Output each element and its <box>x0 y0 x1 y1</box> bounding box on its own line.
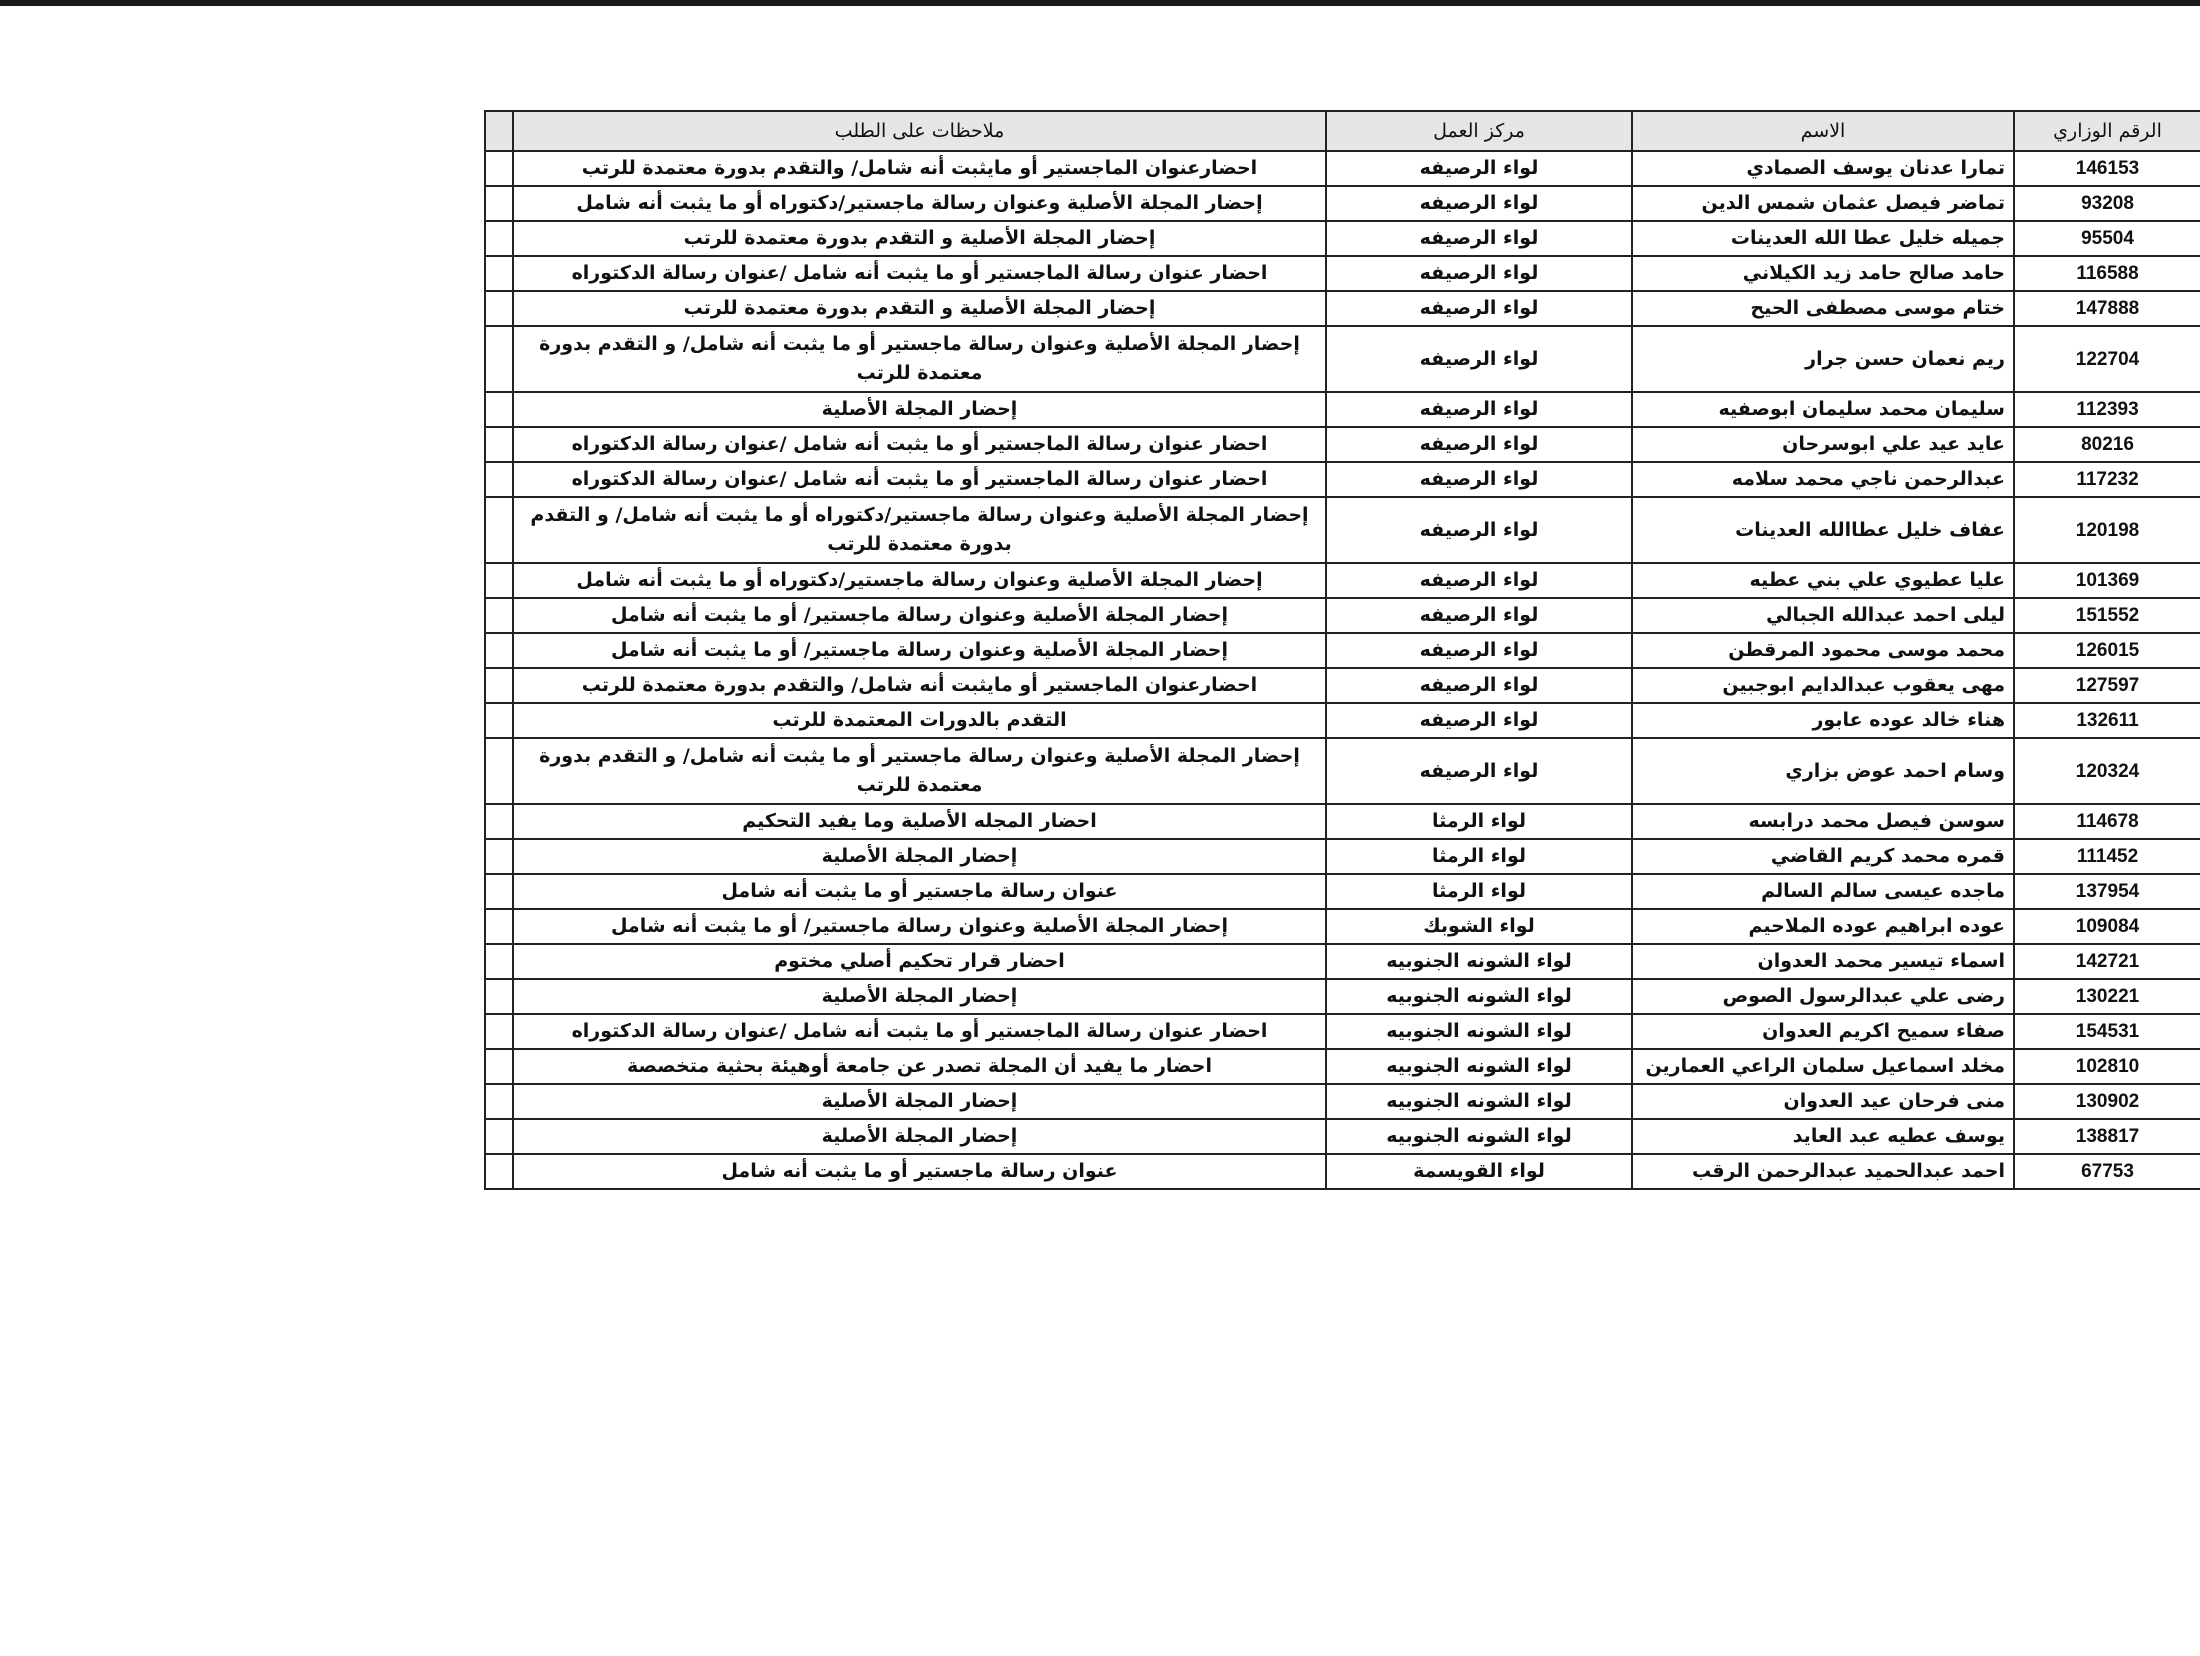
name-cell: عليا عطيوي علي بني عطيه <box>1632 563 2014 598</box>
edge-cell <box>485 1154 513 1189</box>
table-row <box>485 804 2200 839</box>
edge-cell <box>485 1014 513 1049</box>
edge-cell <box>485 874 513 909</box>
notes-cell: احضارعنوان الماجستير أو مايثبت أنه شامل/ والتقدم بدورة معتمدة للرتب <box>513 668 1326 703</box>
work-center-cell: لواء الرصيفه <box>1326 427 1632 462</box>
name-cell: مخلد اسماعيل سلمان الراعي العمارين <box>1632 1049 2014 1084</box>
notes-cell: إحضار المجلة الأصلية <box>513 392 1326 427</box>
edge-cell <box>485 462 513 497</box>
ministerial-number-cell: 137954 <box>2014 874 2200 909</box>
table-row <box>485 738 2200 804</box>
table-row <box>485 291 2200 326</box>
table-row <box>485 979 2200 1014</box>
header-request-notes: ملاحظات على الطلب <box>513 111 1326 151</box>
ministerial-number-cell: 116588 <box>2014 256 2200 291</box>
work-center-cell: لواء الرصيفه <box>1326 392 1632 427</box>
notes-cell: إحضار المجلة الأصلية وعنوان رسالة ماجستير/ أو ما يثبت أنه شامل <box>513 633 1326 668</box>
name-cell: اسماء تيسير محمد العدوان <box>1632 944 2014 979</box>
table-row <box>485 1084 2200 1119</box>
edge-cell <box>485 979 513 1014</box>
edge-cell <box>485 804 513 839</box>
notes-cell: إحضار المجلة الأصلية وعنوان رسالة ماجستير/دكتوراه أو ما يثبت أنه شامل <box>513 186 1326 221</box>
ministerial-number-cell: 80216 <box>2014 427 2200 462</box>
ministerial-number-cell: 101369 <box>2014 563 2200 598</box>
edge-cell <box>485 909 513 944</box>
edge-cell <box>485 186 513 221</box>
notes-cell: إحضار المجلة الأصلية وعنوان رسالة ماجستير أو ما يثبت أنه شامل/ و التقدم بدورة معتمدة للرتب <box>513 738 1326 804</box>
ministerial-number-cell: 147888 <box>2014 291 2200 326</box>
ministerial-number-cell: 130902 <box>2014 1084 2200 1119</box>
name-cell: منى فرحان عيد العدوان <box>1632 1084 2014 1119</box>
work-center-cell: لواء الرصيفه <box>1326 633 1632 668</box>
ministerial-number-cell: 112393 <box>2014 392 2200 427</box>
ministerial-number-cell: 132611 <box>2014 703 2200 738</box>
work-center-cell: لواء الرصيفه <box>1326 186 1632 221</box>
name-cell: رضى علي عبدالرسول الصوص <box>1632 979 2014 1014</box>
name-cell: قمره محمد كريم القاضي <box>1632 839 2014 874</box>
table-row <box>485 151 2200 186</box>
table-row <box>485 874 2200 909</box>
notes-cell: احضار قرار تحكيم أصلي مختوم <box>513 944 1326 979</box>
table-row <box>485 1154 2200 1189</box>
notes-cell: عنوان رسالة ماجستير أو ما يثبت أنه شامل <box>513 874 1326 909</box>
ministerial-number-cell: 126015 <box>2014 633 2200 668</box>
notes-cell: احضار المجله الأصلية وما يفيد التحكيم <box>513 804 1326 839</box>
work-center-cell: لواء الشونه الجنوبيه <box>1326 1084 1632 1119</box>
work-center-cell: لواء القويسمة <box>1326 1154 1632 1189</box>
notes-cell: احضار عنوان رسالة الماجستير أو ما يثبت أنه شامل /عنوان رسالة الدكتوراه <box>513 1014 1326 1049</box>
name-cell: احمد عبدالحميد عبدالرحمن الرقب <box>1632 1154 2014 1189</box>
edge-cell <box>485 738 513 804</box>
table-row <box>485 221 2200 256</box>
ministerial-number-cell: 154531 <box>2014 1014 2200 1049</box>
name-cell: سليمان محمد سليمان ابوصفيه <box>1632 392 2014 427</box>
ministerial-number-cell: 138817 <box>2014 1119 2200 1154</box>
name-cell: ليلى احمد عبدالله الجبالي <box>1632 598 2014 633</box>
table-row <box>485 633 2200 668</box>
work-center-cell: لواء الرمثا <box>1326 839 1632 874</box>
work-center-cell: لواء الرصيفه <box>1326 598 1632 633</box>
scan-top-edge <box>0 0 2200 6</box>
work-center-cell: لواء الشونه الجنوبيه <box>1326 1119 1632 1154</box>
work-center-cell: لواء الرصيفه <box>1326 151 1632 186</box>
ministerial-number-cell: 127597 <box>2014 668 2200 703</box>
name-cell: عايد عيد علي ابوسرحان <box>1632 427 2014 462</box>
edge-cell <box>485 1049 513 1084</box>
header-ministerial-number: الرقم الوزاري <box>2014 111 2200 151</box>
edge-cell <box>485 1084 513 1119</box>
name-cell: يوسف عطيه عبد العايد <box>1632 1119 2014 1154</box>
table-row <box>485 497 2200 563</box>
ministerial-number-cell: 142721 <box>2014 944 2200 979</box>
edge-cell <box>485 151 513 186</box>
name-cell: حامد صالح حامد زيد الكيلاني <box>1632 256 2014 291</box>
edge-cell <box>485 392 513 427</box>
work-center-cell: لواء الشونه الجنوبيه <box>1326 1049 1632 1084</box>
edge-cell <box>485 256 513 291</box>
table-row <box>485 326 2200 392</box>
ministerial-number-cell: 130221 <box>2014 979 2200 1014</box>
work-center-cell: لواء الرصيفه <box>1326 256 1632 291</box>
name-cell: ماجده عيسى سالم السالم <box>1632 874 2014 909</box>
ministerial-number-cell: 93208 <box>2014 186 2200 221</box>
ministerial-number-cell: 111452 <box>2014 839 2200 874</box>
name-cell: مهى يعقوب عبدالدايم ابوجبين <box>1632 668 2014 703</box>
table-row <box>485 256 2200 291</box>
work-center-cell: لواء الرصيفه <box>1326 326 1632 392</box>
name-cell: صفاء سميح اكريم العدوان <box>1632 1014 2014 1049</box>
ministerial-number-cell: 114678 <box>2014 804 2200 839</box>
table-row <box>485 462 2200 497</box>
table-row <box>485 668 2200 703</box>
ministerial-number-cell: 109084 <box>2014 909 2200 944</box>
table-row <box>485 186 2200 221</box>
notes-cell: إحضار المجلة الأصلية <box>513 1119 1326 1154</box>
ministerial-number-cell: 95504 <box>2014 221 2200 256</box>
work-center-cell: لواء الرمثا <box>1326 804 1632 839</box>
notes-cell: احضار عنوان رسالة الماجستير أو ما يثبت أنه شامل /عنوان رسالة الدكتوراه <box>513 427 1326 462</box>
edge-cell <box>485 497 513 563</box>
table-row <box>485 944 2200 979</box>
header-name: الاسم <box>1632 111 2014 151</box>
edge-cell <box>485 944 513 979</box>
ministerial-number-cell: 122704 <box>2014 326 2200 392</box>
notes-cell: إحضار المجلة الأصلية <box>513 839 1326 874</box>
ministerial-number-cell: 120324 <box>2014 738 2200 804</box>
table-row <box>485 598 2200 633</box>
header-work-center: مركز العمل <box>1326 111 1632 151</box>
work-center-cell: لواء الرصيفه <box>1326 221 1632 256</box>
table-body <box>485 151 2200 1189</box>
table-row <box>485 839 2200 874</box>
table-row <box>485 563 2200 598</box>
name-cell: عبدالرحمن ناجي محمد سلامه <box>1632 462 2014 497</box>
work-center-cell: لواء الرصيفه <box>1326 738 1632 804</box>
work-center-cell: لواء الرصيفه <box>1326 668 1632 703</box>
ministerial-number-cell: 146153 <box>2014 151 2200 186</box>
table-row <box>485 392 2200 427</box>
table-row <box>485 1049 2200 1084</box>
notes-cell: إحضار المجلة الأصلية وعنوان رسالة ماجستير/ أو ما يثبت أنه شامل <box>513 598 1326 633</box>
name-cell: جميله خليل عطا الله العدينات <box>1632 221 2014 256</box>
notes-cell: إحضار المجلة الأصلية وعنوان رسالة ماجستير/دكتوراه أو ما يثبت أنه شامل <box>513 563 1326 598</box>
name-cell: ختام موسى مصطفى الحيح <box>1632 291 2014 326</box>
edge-cell <box>485 633 513 668</box>
notes-cell: احضارعنوان الماجستير أو مايثبت أنه شامل/ والتقدم بدورة معتمدة للرتب <box>513 151 1326 186</box>
notes-cell: عنوان رسالة ماجستير أو ما يثبت أنه شامل <box>513 1154 1326 1189</box>
edge-cell <box>485 563 513 598</box>
ministerial-number-cell: 67753 <box>2014 1154 2200 1189</box>
work-center-cell: لواء الرصيفه <box>1326 563 1632 598</box>
name-cell: محمد موسى محمود المرقطن <box>1632 633 2014 668</box>
edge-cell <box>485 839 513 874</box>
name-cell: سوسن فيصل محمد درابسه <box>1632 804 2014 839</box>
edge-cell <box>485 1119 513 1154</box>
edge-cell <box>485 291 513 326</box>
name-cell: وسام احمد عوض بزاري <box>1632 738 2014 804</box>
work-center-cell: لواء الرصيفه <box>1326 462 1632 497</box>
table-header-row <box>485 111 2200 151</box>
notes-cell: إحضار المجلة الأصلية وعنوان رسالة ماجستير أو ما يثبت أنه شامل/ و التقدم بدورة معتمدة للرتب <box>513 326 1326 392</box>
applicants-table <box>484 110 2200 1190</box>
work-center-cell: لواء الرصيفه <box>1326 291 1632 326</box>
notes-cell: إحضار المجلة الأصلية و التقدم بدورة معتمدة للرتب <box>513 291 1326 326</box>
ministerial-number-cell: 151552 <box>2014 598 2200 633</box>
edge-cell <box>485 703 513 738</box>
table-row <box>485 427 2200 462</box>
notes-cell: إحضار المجلة الأصلية وعنوان رسالة ماجستير/ أو ما يثبت أنه شامل <box>513 909 1326 944</box>
notes-cell: احضار ما يفيد أن المجلة تصدر عن جامعة أوهيئة بحثية متخصصة <box>513 1049 1326 1084</box>
name-cell: تمارا عدنان يوسف الصمادي <box>1632 151 2014 186</box>
table-row <box>485 909 2200 944</box>
work-center-cell: لواء الشونه الجنوبيه <box>1326 944 1632 979</box>
edge-cell <box>485 668 513 703</box>
notes-cell: إحضار المجلة الأصلية <box>513 1084 1326 1119</box>
edge-cell <box>485 326 513 392</box>
notes-cell: التقدم بالدورات المعتمدة للرتب <box>513 703 1326 738</box>
name-cell: عوده ابراهيم عوده الملاحيم <box>1632 909 2014 944</box>
work-center-cell: لواء الشوبك <box>1326 909 1632 944</box>
work-center-cell: لواء الشونه الجنوبيه <box>1326 979 1632 1014</box>
edge-cell <box>485 598 513 633</box>
work-center-cell: لواء الشونه الجنوبيه <box>1326 1014 1632 1049</box>
notes-cell: إحضار المجلة الأصلية و التقدم بدورة معتمدة للرتب <box>513 221 1326 256</box>
table-row <box>485 1119 2200 1154</box>
name-cell: ريم نعمان حسن جرار <box>1632 326 2014 392</box>
notes-cell: إحضار المجلة الأصلية <box>513 979 1326 1014</box>
table-row <box>485 703 2200 738</box>
notes-cell: احضار عنوان رسالة الماجستير أو ما يثبت أنه شامل /عنوان رسالة الدكتوراه <box>513 462 1326 497</box>
work-center-cell: لواء الرمثا <box>1326 874 1632 909</box>
table-edge-spacer <box>485 111 513 151</box>
edge-cell <box>485 427 513 462</box>
ministerial-number-cell: 120198 <box>2014 497 2200 563</box>
notes-cell: إحضار المجلة الأصلية وعنوان رسالة ماجستير/دكتوراه أو ما يثبت أنه شامل/ و التقدم بدورة معتمدة للرتب <box>513 497 1326 563</box>
name-cell: تماضر فيصل عثمان شمس الدين <box>1632 186 2014 221</box>
name-cell: عفاف خليل عطاالله العدينات <box>1632 497 2014 563</box>
edge-cell <box>485 221 513 256</box>
notes-cell: احضار عنوان رسالة الماجستير أو ما يثبت أنه شامل /عنوان رسالة الدكتوراه <box>513 256 1326 291</box>
work-center-cell: لواء الرصيفه <box>1326 497 1632 563</box>
table-row <box>485 1014 2200 1049</box>
work-center-cell: لواء الرصيفه <box>1326 703 1632 738</box>
name-cell: هناء خالد عوده عابور <box>1632 703 2014 738</box>
ministerial-number-cell: 117232 <box>2014 462 2200 497</box>
ministerial-number-cell: 102810 <box>2014 1049 2200 1084</box>
